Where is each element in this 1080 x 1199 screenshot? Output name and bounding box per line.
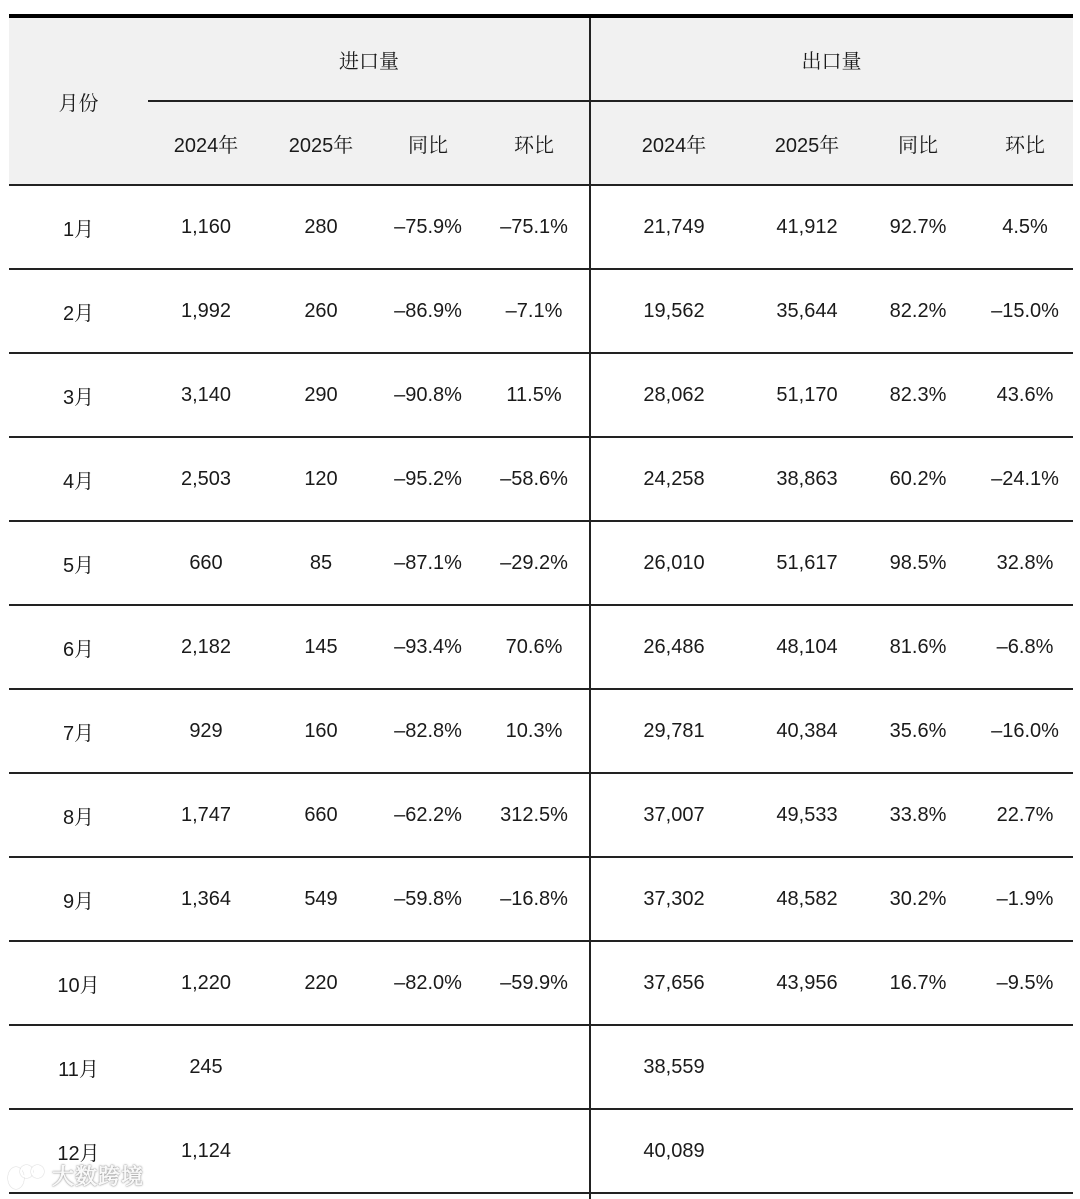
- import-2024-cell: 3,140: [180, 383, 232, 406]
- import-mom-cell: –59.9%: [500, 971, 568, 994]
- export-yoy-cell: 82.3%: [889, 383, 947, 406]
- month-cell: 6月: [62, 638, 95, 661]
- import-2024-cell: 1,160: [180, 215, 232, 238]
- export-2024-cell: 19,562: [643, 299, 705, 322]
- export-2025-cell: 51,170: [776, 383, 838, 406]
- import-2024-cell: 929: [189, 719, 223, 742]
- import-yoy-cell: –86.9%: [394, 299, 462, 322]
- import-yoy-cell: [378, 1110, 478, 1192]
- export-2025-cell: 35,644: [776, 299, 838, 322]
- month-cell: 3月: [62, 386, 95, 409]
- export-mom-cell: –16.0%: [991, 719, 1059, 742]
- export-col-yoy: 同比: [898, 134, 938, 157]
- import-yoy-cell: –75.9%: [394, 215, 462, 238]
- import-2025-cell: [264, 1026, 378, 1108]
- export-mom-cell: 32.8%: [996, 551, 1054, 574]
- import-2025-cell: [264, 1110, 378, 1192]
- month-cell: 11月: [58, 1058, 99, 1081]
- header-sub-rule: [148, 100, 1073, 102]
- row-divider: [9, 1192, 1073, 1194]
- export-col-2024: 2024年: [641, 134, 707, 157]
- export-2025-cell: 48,582: [776, 887, 838, 910]
- export-2025-cell: 48,104: [776, 635, 838, 658]
- import-mom-cell: 70.6%: [505, 635, 563, 658]
- import-yoy-cell: –82.0%: [394, 971, 462, 994]
- export-yoy-cell: 98.5%: [889, 551, 947, 574]
- import-mom-cell: –16.8%: [500, 887, 568, 910]
- month-cell: 10月: [57, 974, 100, 997]
- import-2025-cell: 120: [304, 467, 338, 490]
- export-yoy-cell: 81.6%: [889, 635, 947, 658]
- export-2024-cell: 26,486: [643, 635, 705, 658]
- import-2025-cell: 260: [304, 299, 338, 322]
- export-yoy-cell: [868, 1026, 968, 1108]
- import-mom-cell: [478, 1110, 590, 1192]
- import-yoy-cell: –95.2%: [394, 467, 462, 490]
- import-yoy-cell: [378, 1026, 478, 1108]
- import-col-2025: 2025年: [288, 134, 354, 157]
- export-yoy-cell: 16.7%: [889, 971, 947, 994]
- export-2024-cell: 24,258: [643, 467, 705, 490]
- import-2025-cell: 549: [304, 887, 338, 910]
- month-header: 月份: [58, 93, 99, 115]
- import-2024-cell: 245: [189, 1055, 223, 1078]
- export-col-mom: 环比: [1005, 134, 1045, 157]
- month-cell: 9月: [62, 890, 95, 913]
- import-yoy-cell: –87.1%: [394, 551, 462, 574]
- import-2025-cell: 280: [304, 215, 338, 238]
- import-mom-cell: –29.2%: [500, 551, 568, 574]
- import-2024-cell: 1,992: [180, 299, 232, 322]
- import-mom-cell: 312.5%: [500, 803, 568, 826]
- export-2025-cell: 49,533: [776, 803, 838, 826]
- export-yoy-cell: 33.8%: [889, 803, 947, 826]
- export-2025-cell: [740, 1110, 874, 1192]
- export-2024-cell: 26,010: [643, 551, 705, 574]
- export-2024-cell: 37,302: [643, 887, 705, 910]
- import-yoy-cell: –62.2%: [394, 803, 462, 826]
- import-2024-cell: 660: [189, 551, 223, 574]
- import-yoy-cell: –93.4%: [394, 635, 462, 658]
- import-col-yoy: 同比: [408, 134, 448, 157]
- export-yoy-cell: 30.2%: [889, 887, 947, 910]
- export-2024-cell: 40,089: [643, 1139, 705, 1162]
- import-mom-cell: –58.6%: [500, 467, 568, 490]
- export-mom-cell: 4.5%: [1002, 215, 1048, 238]
- import-mom-cell: –7.1%: [505, 299, 563, 322]
- import-2025-cell: 145: [304, 635, 338, 658]
- month-cell: 7月: [62, 722, 95, 745]
- export-mom-cell: 22.7%: [996, 803, 1054, 826]
- export-2025-cell: [740, 1026, 874, 1108]
- month-cell: 1月: [62, 218, 95, 241]
- import-2025-cell: 660: [304, 803, 338, 826]
- import-group-header: 进口量: [339, 51, 399, 73]
- export-mom-cell: –9.5%: [996, 971, 1054, 994]
- import-mom-cell: 11.5%: [506, 383, 562, 406]
- export-mom-cell: –15.0%: [991, 299, 1059, 322]
- export-2025-cell: 40,384: [776, 719, 838, 742]
- import-col-mom: 环比: [514, 134, 554, 157]
- import-2025-cell: 220: [304, 971, 338, 994]
- import-yoy-cell: –82.8%: [394, 719, 462, 742]
- export-2025-cell: 51,617: [776, 551, 838, 574]
- month-cell: 8月: [62, 806, 95, 829]
- export-mom-cell: [975, 1110, 1075, 1192]
- export-yoy-cell: 35.6%: [889, 719, 947, 742]
- export-yoy-cell: [868, 1110, 968, 1192]
- import-mom-cell: 10.3%: [505, 719, 563, 742]
- export-2024-cell: 37,007: [643, 803, 705, 826]
- import-2024-cell: 2,503: [180, 467, 232, 490]
- import-2024-cell: 1,124: [180, 1139, 232, 1162]
- export-2025-cell: 43,956: [776, 971, 838, 994]
- import-2025-cell: 160: [304, 719, 338, 742]
- import-mom-cell: –75.1%: [500, 215, 568, 238]
- import-2024-cell: 1,364: [180, 887, 232, 910]
- export-mom-cell: 43.6%: [996, 383, 1054, 406]
- import-col-2024: 2024年: [173, 134, 239, 157]
- export-2024-cell: 38,559: [643, 1055, 705, 1078]
- export-mom-cell: –1.9%: [996, 887, 1054, 910]
- export-col-2025: 2025年: [774, 134, 840, 157]
- export-2024-cell: 37,656: [643, 971, 705, 994]
- export-yoy-cell: 92.7%: [889, 215, 947, 238]
- export-mom-cell: –6.8%: [996, 635, 1054, 658]
- export-2024-cell: 29,781: [643, 719, 705, 742]
- watermark: [6, 1160, 144, 1191]
- import-yoy-cell: –59.8%: [394, 887, 462, 910]
- import-2025-cell: 290: [304, 383, 338, 406]
- export-yoy-cell: 60.2%: [889, 467, 947, 490]
- export-mom-cell: [975, 1026, 1075, 1108]
- watermark-text: 大数跨境: [52, 1164, 145, 1189]
- export-2025-cell: 38,863: [776, 467, 838, 490]
- export-mom-cell: –24.1%: [991, 467, 1059, 490]
- export-2024-cell: 28,062: [643, 383, 705, 406]
- import-2024-cell: 1,747: [180, 803, 232, 826]
- export-2025-cell: 41,912: [776, 215, 838, 238]
- month-cell: 2月: [62, 302, 95, 325]
- export-yoy-cell: 82.2%: [889, 299, 947, 322]
- watermark-logo-icon: [6, 1163, 46, 1189]
- import-2024-cell: 1,220: [180, 971, 232, 994]
- import-2024-cell: 2,182: [180, 635, 232, 658]
- month-cell: 4月: [62, 470, 95, 493]
- month-cell: 12月: [57, 1142, 100, 1165]
- export-group-header: 出口量: [801, 51, 862, 73]
- import-2025-cell: 85: [309, 551, 333, 574]
- export-2024-cell: 21,749: [643, 215, 705, 238]
- import-yoy-cell: –90.8%: [394, 383, 462, 406]
- import-mom-cell: [478, 1026, 590, 1108]
- month-cell: 5月: [62, 554, 95, 577]
